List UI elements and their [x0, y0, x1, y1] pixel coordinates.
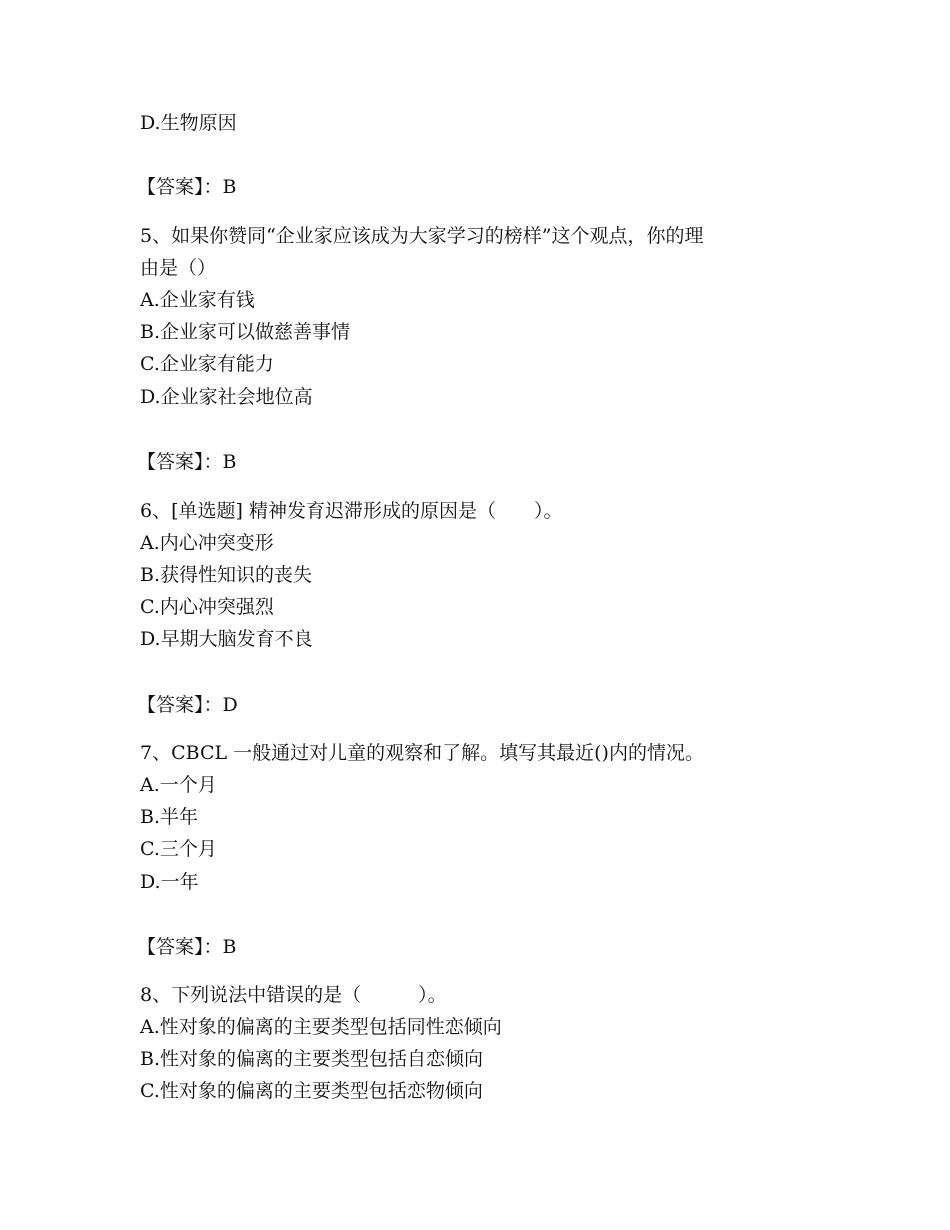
- option-b-q8: B.性对象的偏离的主要类型包括自恋倾向: [140, 1048, 484, 1070]
- answer-q6: 【答案】：D: [137, 694, 238, 716]
- option-d-q5: D.企业家社会地位高: [140, 386, 313, 408]
- option-c-q5: C.企业家有能力: [140, 353, 274, 375]
- option-a-q7: A.一个月: [140, 774, 217, 796]
- option-d-q6: D.早期大脑发育不良: [140, 628, 313, 650]
- option-b-q6: B.获得性知识的丧失: [140, 564, 313, 586]
- question-5-line-2: 由是（）: [140, 257, 217, 279]
- option-c-q7: C.三个月: [140, 838, 217, 860]
- option-c-q8: C.性对象的偏离的主要类型包括恋物倾向: [140, 1080, 483, 1102]
- answer-q5: 【答案】：B: [137, 451, 237, 473]
- option-b-q7: B.半年: [140, 806, 199, 828]
- option-d-q7: D.一年: [140, 871, 199, 893]
- option-a-q5: A.企业家有钱: [140, 289, 255, 311]
- option-b-q5: B.企业家可以做慈善事情: [140, 321, 351, 343]
- option-c-q6: C.内心冲突强烈: [140, 596, 274, 618]
- option-d-q4: D.生物原因: [140, 112, 237, 134]
- question-7: 7、CBCL 一般通过对儿童的观察和了解。填写其最近()内的情况。: [140, 742, 704, 764]
- question-6: 6、[单选题] 精神发育迟滞形成的原因是（ ）。: [140, 500, 563, 522]
- question-5-line-1: 5、如果你赞同“企业家应该成为大家学习的榜样”这个观点，你的理: [140, 225, 704, 247]
- answer-q4: 【答案】：B: [137, 176, 237, 198]
- option-a-q6: A.内心冲突变形: [140, 532, 274, 554]
- option-a-q8: A.性对象的偏离的主要类型包括同性恋倾向: [140, 1016, 502, 1038]
- answer-q7: 【答案】：B: [137, 936, 237, 958]
- question-8: 8、下列说法中错误的是（ ）。: [140, 984, 447, 1006]
